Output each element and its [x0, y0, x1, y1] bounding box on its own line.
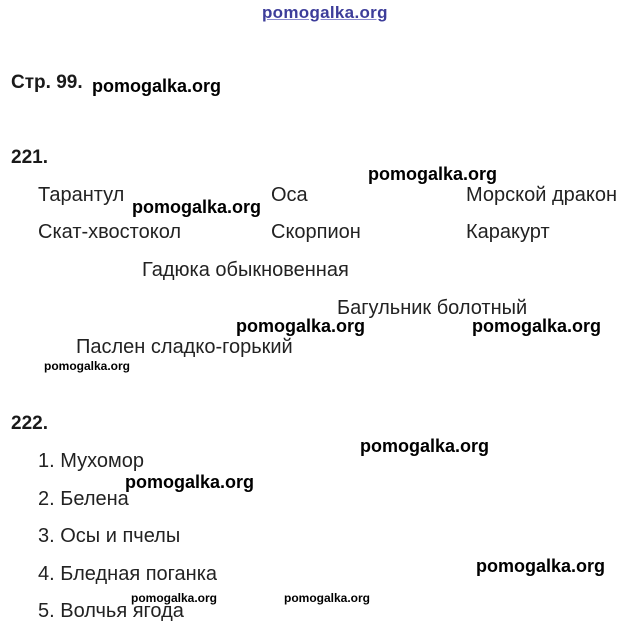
- watermark: pomogalka.org: [368, 164, 498, 184]
- watermark: pomogalka.org: [284, 591, 371, 605]
- watermark: pomogalka.org: [360, 436, 490, 456]
- watermark: pomogalka.org: [472, 316, 602, 336]
- task-221-item: Скат-хвостокол: [38, 221, 182, 243]
- watermark: pomogalka.org: [125, 472, 255, 492]
- watermark: pomogalka.org: [92, 76, 222, 96]
- header-watermark: pomogalka.org: [262, 3, 388, 22]
- watermark: pomogalka.org: [236, 316, 366, 336]
- watermark: pomogalka.org: [476, 556, 606, 576]
- watermark: pomogalka.org: [132, 197, 262, 217]
- task-221-item: Каракурт: [466, 221, 550, 243]
- task-222-item: 2. Белена: [38, 488, 129, 510]
- watermark: pomogalka.org: [131, 591, 218, 605]
- task-221-item: Морской дракон: [466, 184, 618, 206]
- page-label: Стр. 99.: [11, 72, 83, 93]
- task-222-item: 5. Волчья ягода: [38, 600, 184, 622]
- task-221-item: Скорпион: [271, 221, 361, 243]
- task-222-number: 222.: [11, 413, 48, 434]
- task-221-item: Оса: [271, 184, 308, 206]
- watermark: pomogalka.org: [44, 359, 131, 373]
- task-221-number: 221.: [11, 147, 48, 168]
- task-222-item: 4. Бледная поганка: [38, 563, 218, 585]
- task-221-item: Багульник болотный: [337, 297, 528, 319]
- task-222-item: 3. Осы и пчелы: [38, 525, 181, 547]
- task-221-item: Гадюка обыкновенная: [142, 259, 349, 281]
- task-221-item: Тарантул: [38, 184, 125, 206]
- task-221-item: Паслен сладко-горький: [76, 336, 293, 358]
- task-222-item: 1. Мухомор: [38, 450, 145, 472]
